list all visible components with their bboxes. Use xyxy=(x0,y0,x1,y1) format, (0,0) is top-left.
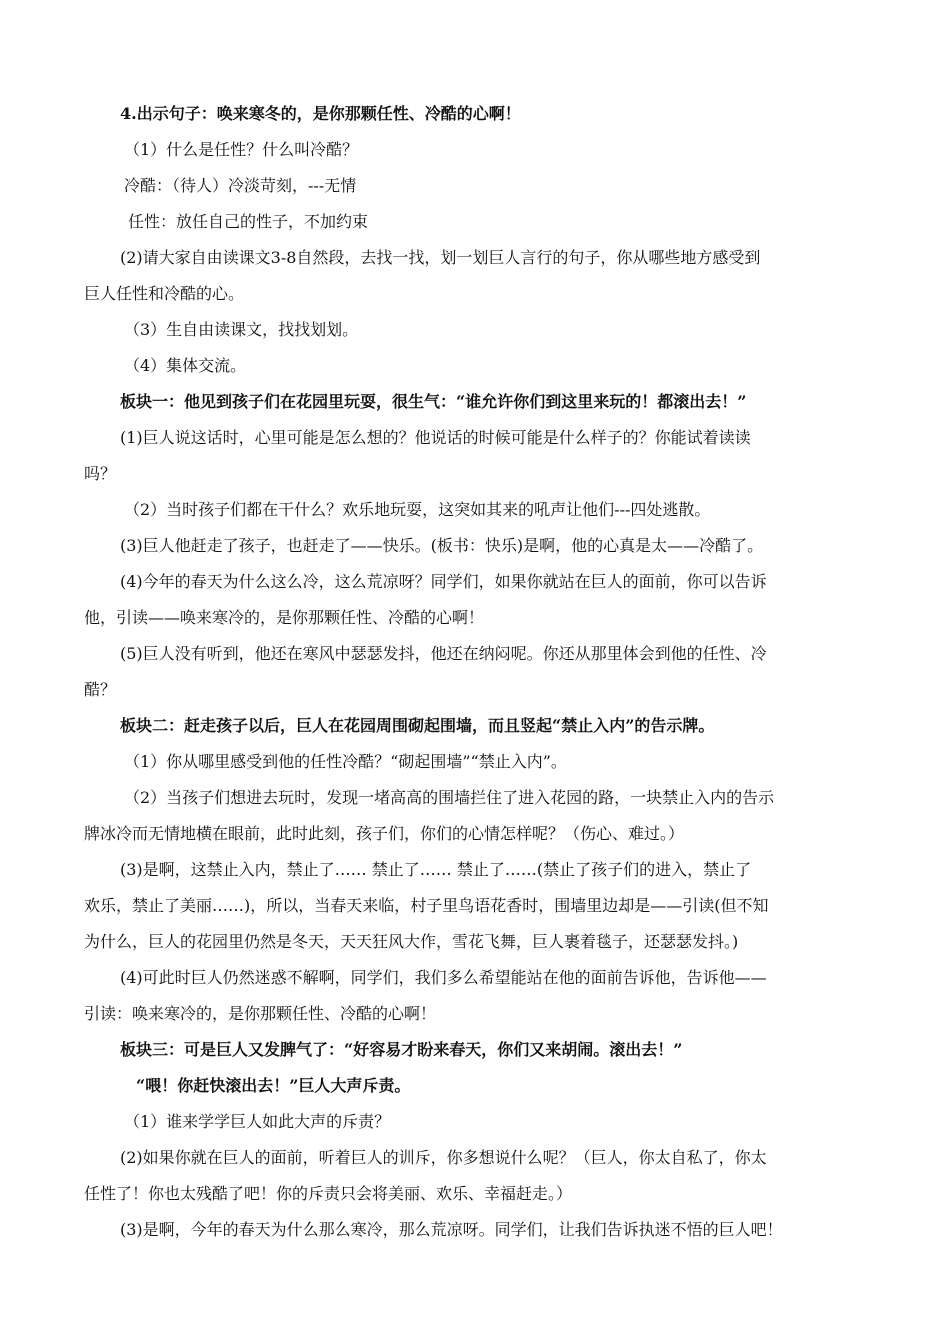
block-heading: 板块一：他见到孩子们在花园里玩耍，很生气：“谁允许你们到这里来玩的！都滚出去！” xyxy=(120,392,747,411)
paragraph-line: （1）你从哪里感受到他的任性冷酷？“砌起围墙”“禁止入内”。 xyxy=(124,752,567,771)
document-page xyxy=(84,96,884,1248)
paragraph-line: 为什么，巨人的花园里仍然是冬天，天天狂风大作，雪花飞舞，巨人裹着毯子，还瑟瑟发抖。) xyxy=(84,932,739,951)
definition-line: 任性：放任自己的性子，不加约束 xyxy=(128,212,369,231)
paragraph-line: 巨人任性和冷酷的心。 xyxy=(84,284,245,303)
paragraph-line: (1)巨人说这话时，心里可能是怎么想的？他说话的时候可能是什么样子的？你能试着读读 xyxy=(120,428,751,447)
paragraph-line: （2）当时孩子们都在干什么？欢乐地玩耍，这突如其来的吼声让他们---四处逃散。 xyxy=(124,500,711,519)
paragraph-line: (2)如果你就在巨人的面前，听着巨人的训斥，你多想说什么呢？（巨人，你太自私了，你太 xyxy=(120,1148,767,1167)
paragraph-line: （2）当孩子们想进去玩时，发现一堵高高的围墙拦住了进入花园的路，一块禁止入内的告示 xyxy=(124,788,775,807)
paragraph-line: 牌冰冷而无情地横在眼前，此时此刻，孩子们，你们的心情怎样呢？（伤心、难过。） xyxy=(84,824,685,843)
definition-line: 冷酷：（待人）冷淡苛刻，---无情 xyxy=(124,176,357,195)
question-line: （1）什么是任性？什么叫冷酷？ xyxy=(124,140,359,159)
paragraph-line: 任性了！你也太残酷了吧！你的斥责只会将美丽、欢乐、幸福赶走。） xyxy=(84,1184,573,1203)
paragraph-line: (3)是啊，这禁止入内，禁止了…… 禁止了…… 禁止了……(禁止了孩子们的进入，禁止了 xyxy=(120,860,752,879)
paragraph-line: (4)今年的春天为什么这么冷，这么荒凉呀？同学们，如果你就站在巨人的面前，你可以告诉 xyxy=(120,572,767,591)
section-heading: 4.出示句子：唤来寒冬的，是你那颗任性、冷酷的心啊！ xyxy=(120,104,521,123)
paragraph-line: 欢乐，禁止了美丽……)，所以，当春天来临，村子里鸟语花香时，围墙里边却是——引读(但不知 xyxy=(84,896,769,915)
paragraph-line: (5)巨人没有听到，他还在寒风中瑟瑟发抖，他还在纳闷呢。你还从那里体会到他的任性、冷 xyxy=(120,644,767,663)
paragraph-line: (2)请大家自由读课文3-8自然段，去找一找，划一划巨人言行的句子，你从哪些地方感受到 xyxy=(120,248,761,267)
paragraph-line: 酷？ xyxy=(84,680,117,699)
paragraph-line: (3)是啊，今年的春天为什么那么寒冷，那么荒凉呀。同学们，让我们告诉执迷不悟的巨人吧！ xyxy=(120,1220,783,1239)
block-heading: 板块二：赶走孩子以后，巨人在花园周围砌起围墙，而且竖起“禁止入内”的告示牌。 xyxy=(120,716,715,735)
block-heading: 板块三：可是巨人又发脾气了：“好容易才盼来春天，你们又来胡闹。滚出去！” xyxy=(120,1040,683,1059)
paragraph-line: （4）集体交流。 xyxy=(124,356,247,375)
paragraph-line: 他，引读——唤来寒冷的，是你那颗任性、冷酷的心啊！ xyxy=(84,608,485,627)
paragraph-line: 引读：唤来寒冷的，是你那颗任性、冷酷的心啊！ xyxy=(84,1004,437,1023)
paragraph-line: （1）谁来学学巨人如此大声的斥责？ xyxy=(124,1112,391,1131)
quote-line: “喂！你赶快滚出去！”巨人大声斥责。 xyxy=(136,1076,411,1095)
paragraph-line: (4)可此时巨人仍然迷惑不解啊，同学们，我们多么希望能站在他的面前告诉他，告诉他—— xyxy=(120,968,767,987)
paragraph-line: 吗？ xyxy=(84,464,117,483)
paragraph-line: (3)巨人他赶走了孩子，也赶走了——快乐。(板书：快乐)是啊，他的心真是太——冷酷了。 xyxy=(120,536,764,555)
paragraph-line: （3）生自由读课文，找找划划。 xyxy=(124,320,359,339)
